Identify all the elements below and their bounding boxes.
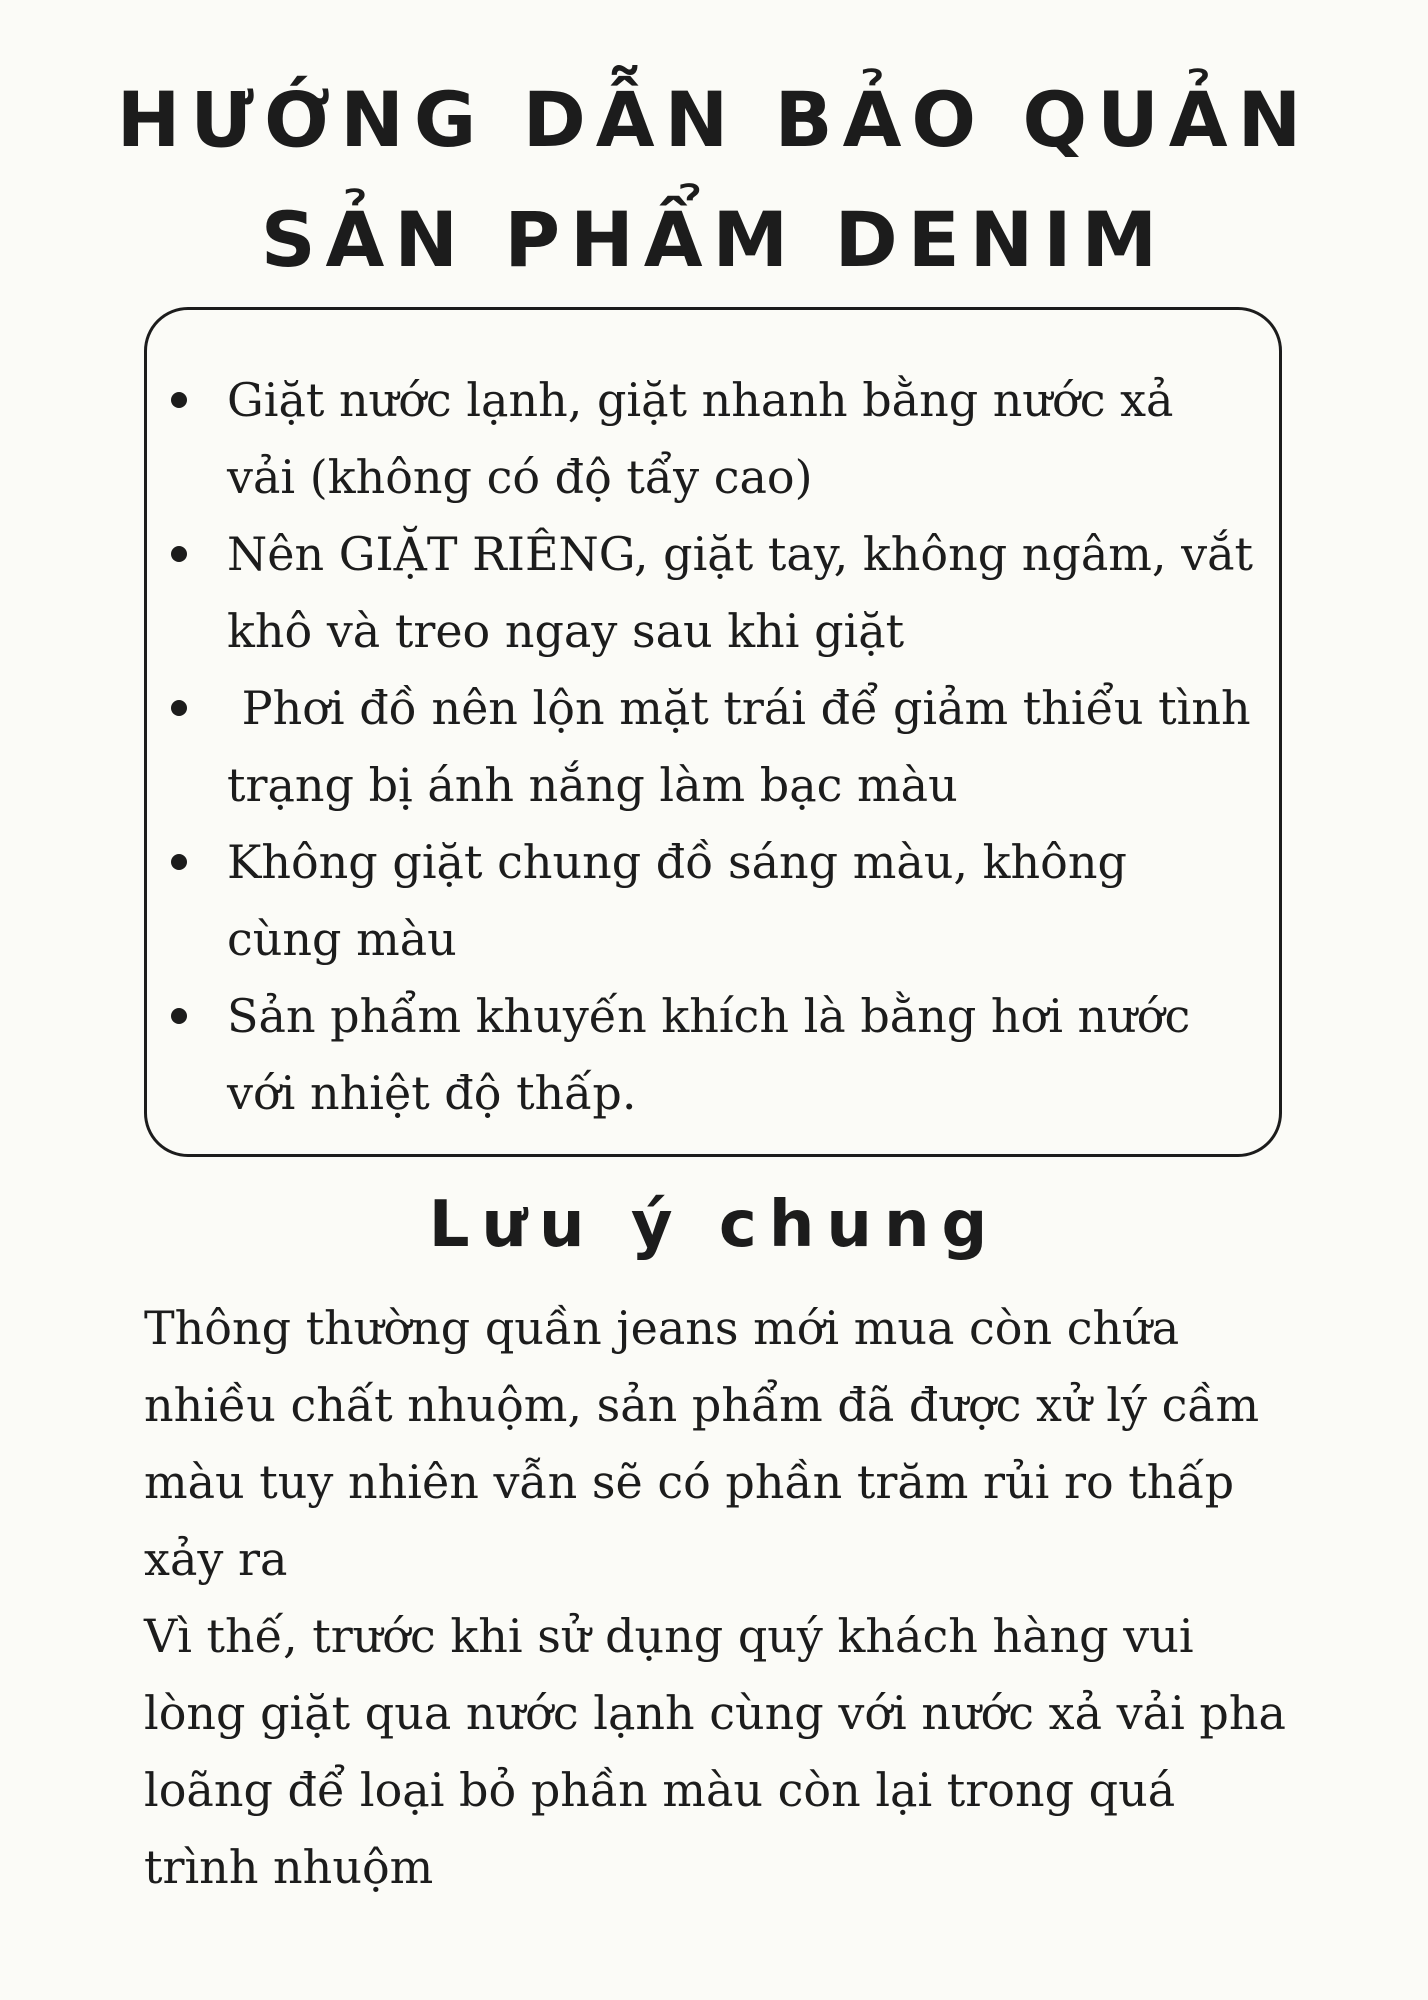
- general-note-heading: Lưu ý chung: [428, 1188, 1000, 1262]
- general-note-paragraph-2: Vì thế, trước khi sử dụng quý khách hàng vui lòng giặt qua nước lạnh cùng với nước xả vải pha loãng để loại bỏ phần màu còn lại trong quá trình nhuộm: [144, 1609, 1286, 1894]
- care-instruction-text: Giặt nước lạnh, giặt nhanh bằng nước xả vải (không có độ tẩy cao): [227, 373, 1174, 504]
- care-instruction-item: [147, 516, 1279, 670]
- bullet-icon: [171, 1008, 187, 1024]
- bullet-icon: [171, 392, 187, 408]
- care-instruction-text: Nên GIẶT RIÊNG, giặt tay, không ngâm, vắt khô và treo ngay sau khi giặt: [227, 527, 1254, 658]
- care-instructions-box: [144, 307, 1282, 1157]
- page-title-line-1: HƯỚNG DẪN BẢO QUẢN: [116, 75, 1312, 164]
- bullet-icon: [171, 546, 187, 562]
- general-note-body: [144, 1290, 1304, 1906]
- care-instruction-item: [147, 670, 1279, 824]
- care-instruction-text: Không giặt chung đồ sáng màu, không cùng màu: [227, 835, 1127, 966]
- bullet-icon: [171, 700, 187, 716]
- care-instruction-item: [147, 362, 1279, 516]
- care-instruction-item: [147, 978, 1279, 1132]
- page-title-line-2: SẢN PHẨM DENIM: [260, 195, 1168, 284]
- care-instruction-item: [147, 824, 1279, 978]
- care-instructions-list: [147, 362, 1279, 1132]
- page-title: [0, 60, 1428, 300]
- care-instruction-text: Sản phẩm khuyến khích là bằng hơi nước với nhiệt độ thấp.: [227, 989, 1191, 1120]
- general-note-paragraph-1: Thông thường quần jeans mới mua còn chứa nhiều chất nhuộm, sản phẩm đã được xử lý cầm màu tuy nhiên vẫn sẽ có phần trăm rủi ro thấp xảy ra: [144, 1301, 1260, 1586]
- care-instruction-text: Phơi đồ nên lộn mặt trái để giảm thiểu tình trạng bị ánh nắng làm bạc màu: [227, 681, 1266, 812]
- bullet-icon: [171, 854, 187, 870]
